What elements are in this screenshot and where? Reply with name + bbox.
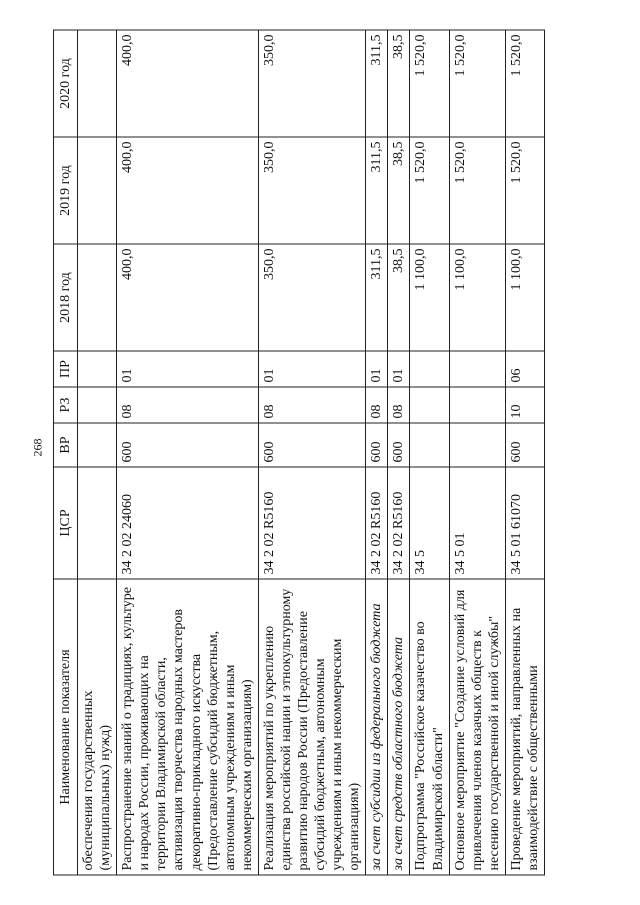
- cell-csr: 34 2 02 R5160: [388, 467, 410, 579]
- cell-2018: [78, 244, 117, 351]
- table-row: [78, 30, 117, 875]
- cell-vr: [449, 423, 505, 467]
- cell-2018: 311,5: [366, 244, 388, 351]
- cell-pr: [78, 351, 117, 387]
- cell-2018: 1 100,0: [505, 244, 544, 351]
- cell-rz: [449, 387, 505, 423]
- cell-rz: [410, 387, 449, 423]
- cell-rz: 08: [388, 387, 410, 423]
- cell-vr: [78, 423, 117, 467]
- cell-2018: 1 100,0: [410, 244, 449, 351]
- col-header-name: Наименование показателя: [54, 579, 78, 875]
- cell-2020: 400,0: [117, 30, 259, 137]
- cell-2019: 1 520,0: [449, 137, 505, 244]
- budget-table: [53, 30, 545, 876]
- cell-2020: 1 520,0: [410, 30, 449, 137]
- col-header-2019: 2019 год: [54, 137, 78, 244]
- col-header-vr: ВР: [54, 423, 78, 467]
- cell-pr: [410, 351, 449, 387]
- page-number: 268: [30, 438, 45, 457]
- cell-vr: [410, 423, 449, 467]
- cell-rz: 08: [117, 387, 259, 423]
- cell-2018: 400,0: [117, 244, 259, 351]
- cell-2019: 1 520,0: [505, 137, 544, 244]
- col-header-rz: РЗ: [54, 387, 78, 423]
- table-header-row: [54, 30, 78, 875]
- cell-2020: 311,5: [366, 30, 388, 137]
- col-header-csr: ЦСР: [54, 467, 78, 579]
- cell-rz: 08: [258, 387, 365, 423]
- cell-rz: [78, 387, 117, 423]
- table-row: [117, 30, 259, 875]
- table-row: [505, 30, 544, 875]
- cell-2018: 350,0: [258, 244, 365, 351]
- cell-pr: 01: [117, 351, 259, 387]
- cell-name: обеспечения государственных (муниципальных) нужд): [78, 579, 117, 875]
- cell-name: Проведение мероприятий, направленных на взаимодействие с общественными: [505, 579, 544, 875]
- cell-pr: 01: [258, 351, 365, 387]
- table-row: [449, 30, 505, 875]
- cell-name: Основное мероприятие "Создание условий для привлечения членов казачьих обществ к несению государственной и иной службы": [449, 579, 505, 875]
- cell-name: за счет средств областного бюджета: [388, 579, 410, 875]
- cell-2020: 1 520,0: [505, 30, 544, 137]
- budget-table-page: [53, 31, 573, 876]
- cell-csr: 34 5: [410, 467, 449, 579]
- cell-name: Реализация мероприятий по укреплению единства российской нации и этнокультурному развитию народов России (Предоставление субсидий бюджетным, автономным учреждениям и иным некоммерческим организациям): [258, 579, 365, 875]
- cell-2020: [78, 30, 117, 137]
- cell-vr: 600: [366, 423, 388, 467]
- cell-pr: 01: [388, 351, 410, 387]
- col-header-2018: 2018 год: [54, 244, 78, 351]
- cell-2019: 400,0: [117, 137, 259, 244]
- cell-pr: [449, 351, 505, 387]
- cell-2018: 1 100,0: [449, 244, 505, 351]
- cell-csr: 34 2 02 R5160: [258, 467, 365, 579]
- cell-2019: 311,5: [366, 137, 388, 244]
- cell-vr: 600: [388, 423, 410, 467]
- cell-2020: 1 520,0: [449, 30, 505, 137]
- cell-pr: 06: [505, 351, 544, 387]
- cell-csr: 34 2 02 24060: [117, 467, 259, 579]
- cell-rz: 08: [366, 387, 388, 423]
- cell-name: Подпрограмма "Российское казачество во Владимирской области": [410, 579, 449, 875]
- cell-csr: [78, 467, 117, 579]
- cell-rz: 10: [505, 387, 544, 423]
- table-row: [410, 30, 449, 875]
- table-row: [258, 30, 365, 875]
- cell-2019: 350,0: [258, 137, 365, 244]
- cell-2020: 38,5: [388, 30, 410, 137]
- table-row: [388, 30, 410, 875]
- cell-vr: 600: [505, 423, 544, 467]
- cell-csr: 34 5 01 61070: [505, 467, 544, 579]
- cell-2019: 1 520,0: [410, 137, 449, 244]
- cell-2018: 38,5: [388, 244, 410, 351]
- table-row: [366, 30, 388, 875]
- cell-csr: 34 5 01: [449, 467, 505, 579]
- cell-pr: 01: [366, 351, 388, 387]
- col-header-2020: 2020 год: [54, 30, 78, 137]
- cell-2019: [78, 137, 117, 244]
- cell-vr: 600: [117, 423, 259, 467]
- cell-name: Распространение знаний о традициях, культуре и народах России, проживающих на территории Владимирской области, активизация творчества народных мастеров декоративно-прикладного искусства (Предоставление субсидий бюджетным, автономным учреждениям и иным некоммерческим организациям): [117, 579, 259, 875]
- col-header-pr: ПР: [54, 351, 78, 387]
- cell-vr: 600: [258, 423, 365, 467]
- cell-csr: 34 2 02 R5160: [366, 467, 388, 579]
- cell-2020: 350,0: [258, 30, 365, 137]
- cell-2019: 38,5: [388, 137, 410, 244]
- cell-name: за счет субсидии из федерального бюджета: [366, 579, 388, 875]
